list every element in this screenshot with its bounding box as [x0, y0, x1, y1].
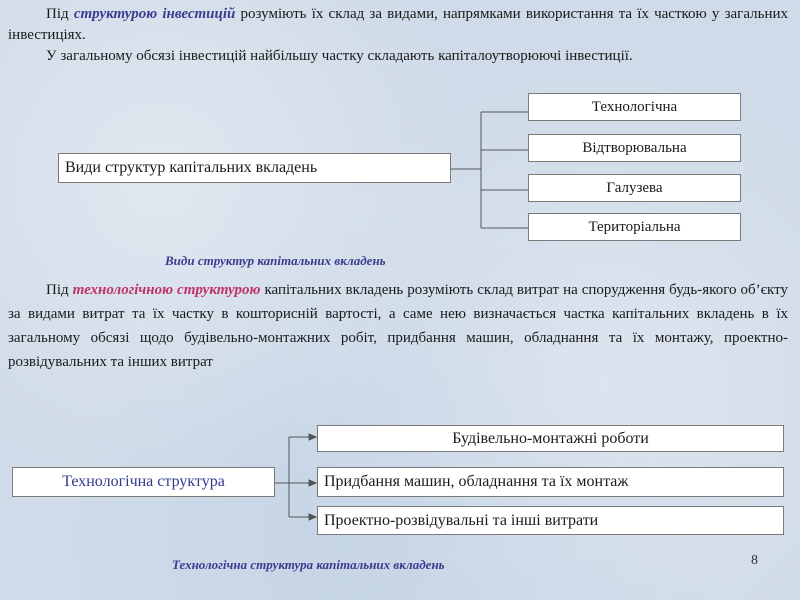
tech-prefix: Під: [46, 282, 73, 298]
technological-structure-root-box: [12, 467, 275, 497]
type-label: Територіальна: [588, 218, 681, 235]
structure-types-root-box: [58, 153, 451, 183]
d2-arrowhead: [309, 514, 316, 520]
cost-box-machinery: [317, 467, 784, 497]
cost-label: Будівельно-монтажні роботи: [452, 429, 649, 447]
diagram2-caption: Технологічна структура капітальних вкладень: [172, 557, 445, 572]
type-box-territorial: [528, 213, 741, 241]
cost-box-construction: [317, 425, 784, 452]
tech-rest: капітальних вкладень розуміють склад витрат на спорудження будь-якого об’єкту за видами витрат та їх частку в кошторисній вартості, а саме нею визначається частка капітальних вкладень в їх загальному обсязі щодо будівельно-монтажних робіт, придбання машин, обладнання та їх монтажу, проектно-розвідувальних та інших витрат: [8, 282, 788, 370]
d2-arrowhead: [309, 480, 316, 486]
type-label: Галузева: [606, 179, 663, 196]
type-box-sectoral: [528, 174, 741, 202]
intro-rest: розуміють їх склад за видами, напрямками використання та їх часткою у загальних інвестиціях.: [8, 6, 788, 43]
type-label: Технологічна: [591, 98, 678, 115]
d2-arrowhead: [309, 434, 316, 440]
cost-label: Проектно-розвідувальні та інші витрати: [324, 511, 599, 529]
structure-types-root-label: Види структур капітальних вкладень: [65, 159, 318, 176]
cost-box-design-exploration: [317, 506, 784, 535]
technological-structure-root-label: Технологічна структура: [62, 473, 225, 490]
type-box-reproductive: [528, 134, 741, 162]
intro-prefix: Під: [46, 6, 74, 22]
term-technological-structure: технологічною структурою: [72, 282, 261, 298]
page-number: 8: [751, 553, 758, 568]
type-label: Відтворювальна: [582, 139, 687, 156]
cost-label: Придбання машин, обладнання та їх монтаж: [324, 473, 629, 490]
technological-structure-paragraph: [8, 278, 788, 374]
intro-line2: У загальному обсязі інвестицій найбільшу частку складають капіталоутворюючі інвестиції.: [46, 48, 633, 64]
diagram1-caption: Види структур капітальних вкладень: [165, 253, 386, 268]
term-investment-structure: структурою інвестицій: [73, 6, 236, 22]
type-box-technological: [528, 93, 741, 121]
